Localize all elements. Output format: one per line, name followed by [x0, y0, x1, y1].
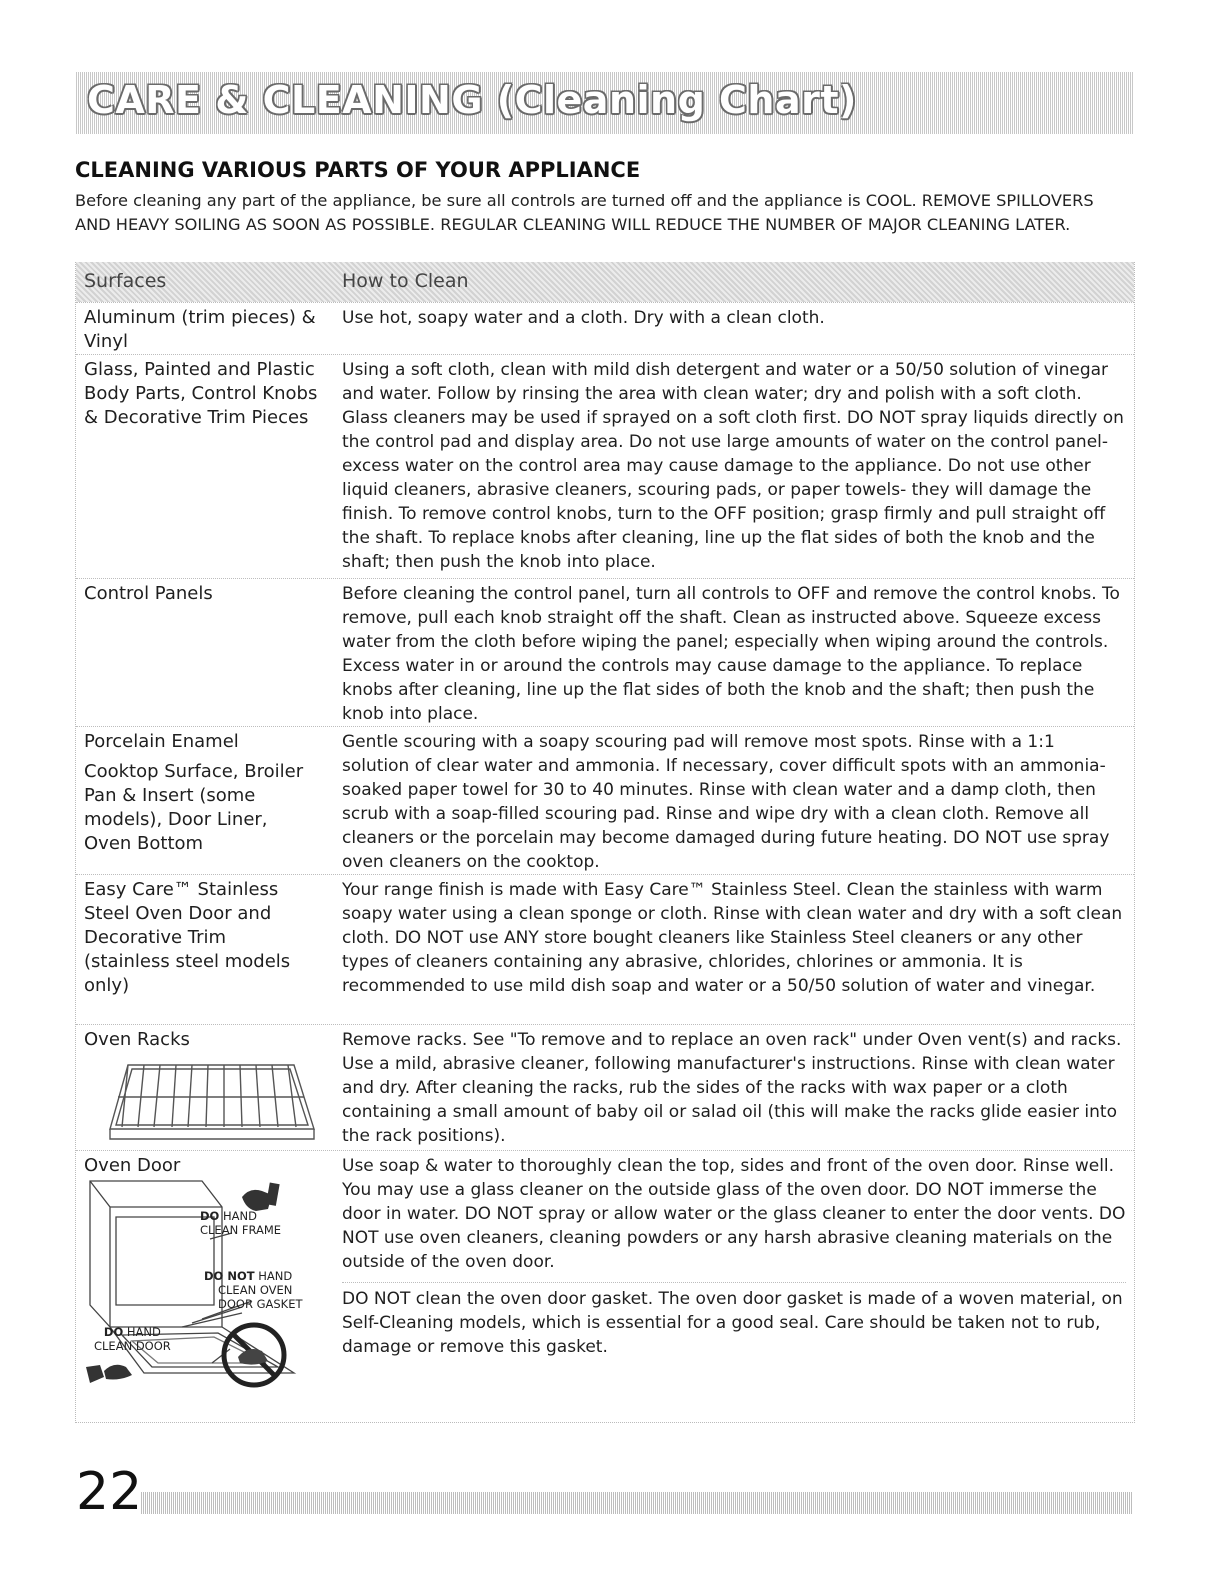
how-text: Using a soft cloth, clean with mild dish detergent and water or a 50/50 solution of vinegar and water. Follow by rinsing the area with clean water; dry and polish with a soft cloth. Glass cleaners may be used if sprayed on a soft cloth first. DO NOT spray liquids directly on the control pad and display area. Do not use large amounts of water on the control panel- excess water on the control area may cause damage to the appliance. Do not use other liquid cleaners, abrasive cleaners, scouring pads, or paper towels- they will damage the finish. To remove control knobs, turn to the OFF position; grasp firmly and pull straight off the shaft. To replace knobs after cleaning, line up the flat sides of both the knob and the shaft; then push the knob into place. [342, 360, 1124, 572]
chart-row [76, 726, 1134, 873]
intro-paragraph: Before cleaning any part of the appliance, be sure all controls are turned off and the appliance is COOL. REMOVE SPILLOVERS AND HEAVY SOILING AS SOON AS POSSIBLE. REGULAR CLEANING WILL REDUCE THE NUMBER OF MAJOR CLEANING LATER. [75, 191, 1094, 234]
surface-text: Oven Racks [84, 1029, 190, 1050]
surface-text: Cooktop Surface, Broiler Pan & Insert (some models), Door Liner, Oven Bottom [84, 761, 304, 854]
do-hand-clean-frame-label: DO HAND CLEAN FRAME [200, 1209, 282, 1237]
surface-cell [84, 306, 329, 354]
do-not-hand-clean-gasket-label: DO NOT HAND CLEAN OVEN DOOR GASKET [204, 1269, 303, 1311]
chart-header [76, 262, 1134, 302]
how-text: Use soap & water to thoroughly clean the top, sides and front of the oven door. Rinse well. You may use a glass cleaner on the outside glass of the oven door. DO NOT immerse the door in water. DO NOT spray or allow water or the glass cleaner to enter the door vents. DO NOT use oven cleaners, cleaning powders or any harsh abrasive cleaning materials on the outside of the oven door. [342, 1156, 1126, 1272]
cleaning-chart [75, 262, 1135, 1423]
page-title: CARE & CLEANING (Cleaning Chart) [87, 78, 857, 122]
how-to-clean-cell [342, 1028, 1126, 1148]
footer-bar [140, 1492, 1133, 1514]
how-text: Remove racks. See "To remove and to replace an oven rack" under Oven vent(s) and racks. Use a mild, abrasive cleaner, following manufacturer's instructions. Rinse with clean water and dry. After cleaning the racks, rub the sides of the racks with wax paper or a cloth containing a small amount of baby oil or salad oil (this will make the racks glide easier into the rack positions). [342, 1030, 1122, 1146]
how-text: Use hot, soapy water and a cloth. Dry with a clean cloth. [342, 308, 825, 328]
hand-icon [242, 1182, 280, 1211]
how-text: DO NOT clean the oven door gasket. The oven door gasket is made of a woven material, on Self-Cleaning models, which is essential for a good seal. Care should be taken not to rub, damage or remove this gasket. [342, 1282, 1126, 1359]
surface-cell [84, 582, 329, 606]
surface-text: Glass, Painted and Plastic Body Parts, Control Knobs & Decorative Trim Pieces [84, 359, 318, 428]
surface-text: Porcelain Enamel [84, 731, 239, 752]
surface-text: Oven Door [84, 1155, 181, 1176]
how-text: Gentle scouring with a soapy scouring pad will remove most spots. Rinse with a 1:1 solution of clear water and ammonia. If necessary, cover difficult spots with an ammonia-soaked paper towel for 30 to 40 minutes. Rinse with clean water and a damp cloth, then scrub with a soap-filled scouring pad. Rinse and wipe dry with a clean cloth. Remove all cleaners or the porcelain may become damaged during future heating. DO NOT use spray oven cleaners on the cooktop. [342, 732, 1110, 872]
chart-row [76, 874, 1134, 1023]
header-banner [75, 72, 1133, 134]
chart-row [76, 578, 1134, 725]
how-text: Before cleaning the control panel, turn all controls to OFF and remove the control knobs. To remove, pull each knob straight off the shaft. Clean as instructed above. Squeeze excess water from the cloth before wiping the panel; especially when wiping around the controls. Excess water in or around the controls may cause damage to the appliance. To replace knobs after cleaning, line up the flat sides of both the knob and the shaft; then push the knob into place. [342, 584, 1120, 724]
hand-icon [86, 1365, 132, 1383]
how-to-clean-cell [342, 878, 1126, 998]
surface-text: Control Panels [84, 583, 213, 604]
surface-cell [84, 730, 319, 856]
how-text: Your range finish is made with Easy Care™ Stainless Steel. Clean the stainless with warm soapy water using a clean sponge or cloth. Rinse with clean water and dry with a soft clean cloth. DO NOT use ANY store bought cleaners like Stainless Steel cleaners or any other types of cleaners containing any abrasive, chlorides, chlorines or ammonia. It is recommended to use mild dish soap and water or a 50/50 solution of water and vinegar. [342, 880, 1123, 996]
chart-row [76, 302, 1134, 353]
surface-text: Easy Care™ Stainless Steel Oven Door and Decorative Trim (stainless steel models only) [84, 879, 291, 996]
surface-text: Aluminum (trim pieces) & Vinyl [84, 307, 316, 352]
oven-rack-illustration [106, 1059, 316, 1143]
surface-cell [84, 1028, 329, 1052]
how-to-clean-cell [342, 306, 1126, 330]
how-to-clean-cell [342, 730, 1126, 874]
chart-row [76, 1150, 1134, 1423]
how-to-clean-cell [342, 1154, 1126, 1359]
header-surfaces: Surfaces [84, 270, 167, 292]
surface-cell [84, 878, 299, 998]
chart-row [76, 354, 1134, 577]
chart-row [76, 1024, 1134, 1149]
page-number: 22 [76, 1462, 143, 1522]
do-hand-clean-door-label: DO HAND CLEAN DOOR [94, 1325, 171, 1353]
surface-cell [84, 1154, 329, 1178]
header-how-to-clean: How to Clean [342, 270, 469, 292]
how-to-clean-cell [342, 582, 1126, 726]
section-heading: CLEANING VARIOUS PARTS OF YOUR APPLIANCE [75, 158, 641, 182]
surface-cell [84, 358, 324, 430]
how-to-clean-cell [342, 358, 1126, 574]
